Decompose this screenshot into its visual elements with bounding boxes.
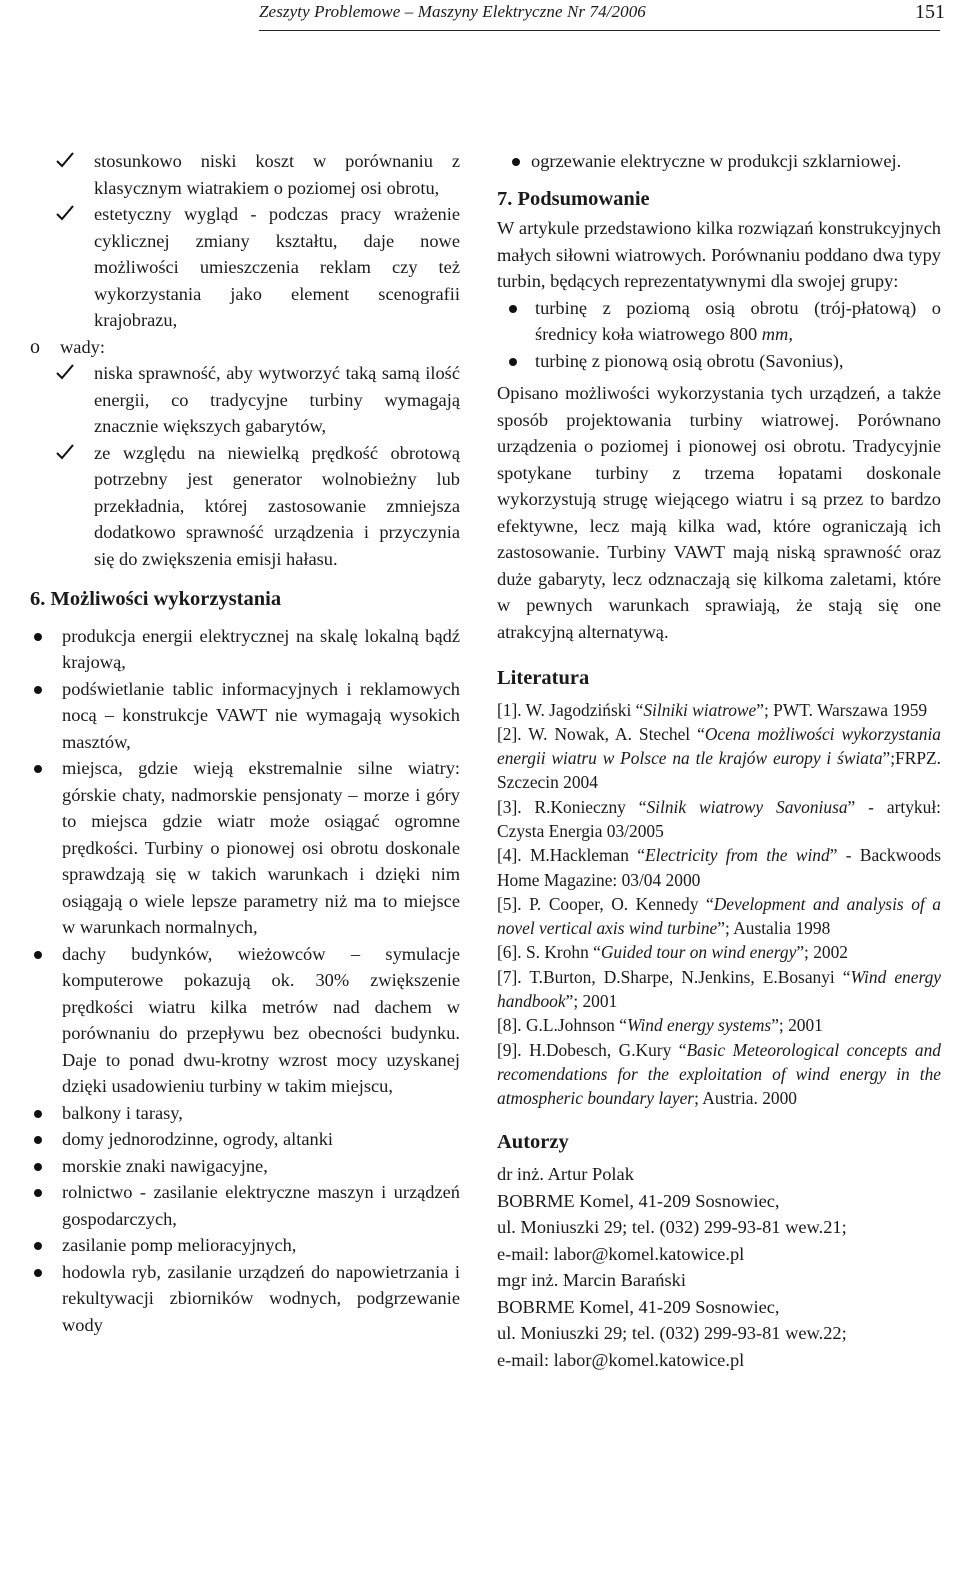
- header-rule: [259, 30, 940, 31]
- page-number: 151: [915, 1, 945, 23]
- summary-body: Opisano możliwości wykorzystania tych urządzeń, a także sposób projektowania turbiny wiatrowej. Porównano urządzenia o poziomej i pionowej osi obrotu. Tradycyjnie spotykane turbiny z trzema łopatami doskonale wykorzystują strugę wiejącego wiatru i są przez to bardzo efektywne, lecz mają kilka wad, które ograniczają ich zastosowanie. Turbiny VAWT mają niską sprawność oraz duże gabaryty, lecz odznaczają się kilkoma zaletami, które w pewnych warunkach sprawiają, że stają się one atrakcyjną alternatywą.: [497, 383, 941, 642]
- bullet-icon: [34, 1242, 42, 1250]
- usage-item: domy jednorodzinne, ogrody, altanki: [30, 1126, 460, 1153]
- bullet-icon: [34, 1110, 42, 1118]
- reference-item: [8]. G.L.Johnson “Wind energy systems”; 2001: [497, 1015, 823, 1036]
- journal-title: Zeszyty Problemowe – Maszyny Elektryczne Nr 74/2006: [259, 2, 646, 21]
- author-line: ul. Moniuszki 29; tel. (032) 299-93-81 wew.21;: [497, 1217, 847, 1238]
- bullet-icon: [34, 1136, 42, 1144]
- author-line: BOBRME Komel, 41-209 Sosnowiec,: [497, 1190, 780, 1211]
- usage-item: balkony i tarasy,: [30, 1100, 460, 1127]
- reference-item: [3]. R.Konieczny “Silnik wiatrowy Savoniusa” - artykuł: Czysta Energia 03/2005: [497, 796, 941, 841]
- summary-intro: W artykule przedstawiono kilka rozwiązań konstrukcyjnych małych siłowni wiatrowych. Porównaniu poddano dwa typy turbin, będących reprezentatywnymi dla swojej grupy:: [497, 218, 941, 291]
- turbine-type-item: turbinę z poziomą osią obrotu (trój-płatową) o średnicy koła wiatrowego 800 mm,: [497, 295, 941, 348]
- bullet-icon: [509, 305, 517, 313]
- bullet-icon: [509, 358, 517, 366]
- checkmark-icon: [56, 201, 78, 221]
- usage-item: produkcja energii elektrycznej na skalę lokalną bądź krajową,: [30, 623, 460, 676]
- advantage-item: estetyczny wygląd - podczas pracy wrażenie cyklicznej zmiany kształtu, daje nowe możliwości umieszczenia reklam czy też wykorzystania jako element scenografii krajobrazu,: [30, 201, 460, 334]
- authors-title: Autorzy: [497, 1130, 569, 1153]
- usage-item: rolnictwo - zasilanie elektryczne maszyn i urządzeń gospodarczych,: [30, 1179, 460, 1232]
- bullet-icon: [34, 1163, 42, 1171]
- reference-item: [4]. M.Hackleman “Electricity from the wind” - Backwoods Home Magazine: 03/04 2000: [497, 845, 941, 890]
- author-line: e-mail: labor@komel.katowice.pl: [497, 1349, 745, 1370]
- reference-item: [5]. P. Cooper, O. Kennedy “Development and analysis of a novel vertical axis wind turbine”; Austalia 1998: [497, 893, 941, 939]
- checkmark-icon: [56, 360, 78, 380]
- disadvantage-item: niska sprawność, aby wytworzyć taką samą ilość energii, co tradycyjne turbiny wymagają znacznie większych gabarytów,: [30, 360, 460, 440]
- author-line: BOBRME Komel, 41-209 Sosnowiec,: [497, 1296, 780, 1317]
- usage-item: miejsca, gdzie wieją ekstremalnie silne wiatry: górskie chaty, nadmorskie pensjonaty – morze i góry to miejsca gdzie wiatr może osiągać ogromne prędkości. Turbiny o pionowej osi obrotu doskonale sprawdzają się w takich warunkach i dzięki nim osiągają o wiele lepsze parametry niż ma to miejsce w warunkach normalnych,: [30, 755, 460, 941]
- bullet-icon: [34, 951, 42, 959]
- reference-item: [2]. W. Nowak, A. Stechel “Ocena możliwości wykorzystania energii wiatru w Polsce na tle krajów europy i świata”;FRPZ. Szczecin 2004: [497, 723, 941, 793]
- reference-list: [497, 698, 941, 1111]
- literature-title: Literatura: [497, 667, 590, 689]
- authors-block: [497, 1161, 941, 1373]
- right-column: [497, 148, 941, 1373]
- bullet-icon: [34, 1269, 42, 1277]
- usage-item: podświetlanie tablic informacyjnych i reklamowych nocą – konstrukcje VAWT nie wymagają wysokich masztów,: [30, 676, 460, 756]
- usage-item: ogrzewanie elektryczne w produkcji szklarniowej.: [497, 148, 941, 175]
- bullet-icon: [34, 1189, 42, 1197]
- usage-item: hodowla ryb, zasilanie urządzeń do napowietrzania i rekultywacji zbiorników wodnych, podgrzewanie wody: [30, 1259, 460, 1339]
- reference-item: [9]. H.Dobesch, G.Kury “Basic Meteorological concepts and recomendations for the exploitation of wind energy in the atmospheric boundary layer; Austria. 2000: [497, 1039, 941, 1109]
- disadvantage-item: ze względu na niewielką prędkość obrotową potrzebny jest generator wolnobieżny lub przekładnia, której zastosowanie zmniejsza dodatkowo sprawność urządzenia i przyczynia się do zwiększenia emisji hałasu.: [30, 440, 460, 573]
- bullet-icon: [34, 765, 42, 773]
- advantage-item: stosunkowo niski koszt w porównaniu z klasycznym wiatrakiem o poziomej osi obrotu,: [30, 148, 460, 201]
- usage-item: dachy budynków, wieżowców – symulacje komputerowe pokazują ok. 30% zwiększenie prędkości wiatru kilka metrów nad dachem w porównaniu do przepływu bez obecności budynku. Daje to ponad dwu-krotny wzrost mocy uzyskanej dzięki usadowieniu turbiny w takim miejscu,: [30, 941, 460, 1100]
- disadvantages-heading: o wady:: [30, 334, 460, 361]
- checkmark-icon: [56, 148, 78, 168]
- circle-bullet-icon: o: [30, 335, 40, 358]
- section-7-title: 7. Podsumowanie: [497, 187, 650, 210]
- bullet-icon: [512, 158, 520, 166]
- author-line: e-mail: labor@komel.katowice.pl: [497, 1243, 745, 1264]
- reference-item: [6]. S. Krohn “Guided tour on wind energy”; 2002: [497, 942, 848, 963]
- author-line: ul. Moniuszki 29; tel. (032) 299-93-81 wew.22;: [497, 1323, 847, 1344]
- reference-item: [1]. W. Jagodziński “Silniki wiatrowe”; PWT. Warszawa 1959: [497, 699, 928, 720]
- turbine-type-item: turbinę z pionową osią obrotu (Savonius),: [497, 348, 941, 375]
- usage-item: zasilanie pomp melioracyjnych,: [30, 1232, 460, 1259]
- bullet-icon: [34, 686, 42, 694]
- bullet-icon: [34, 633, 42, 641]
- reference-item: [7]. T.Burton, D.Sharpe, N.Jenkins, E.Bosanyi “Wind energy handbook”; 2001: [497, 966, 941, 1012]
- left-column: [30, 148, 460, 1338]
- section-6-title: 6. Możliwości wykorzystania: [30, 588, 282, 610]
- usage-item: morskie znaki nawigacyjne,: [30, 1153, 460, 1180]
- checkmark-icon: [56, 440, 78, 460]
- author-line: dr inż. Artur Polak: [497, 1164, 634, 1185]
- author-line: mgr inż. Marcin Barański: [497, 1270, 686, 1291]
- page-header: [0, 0, 960, 40]
